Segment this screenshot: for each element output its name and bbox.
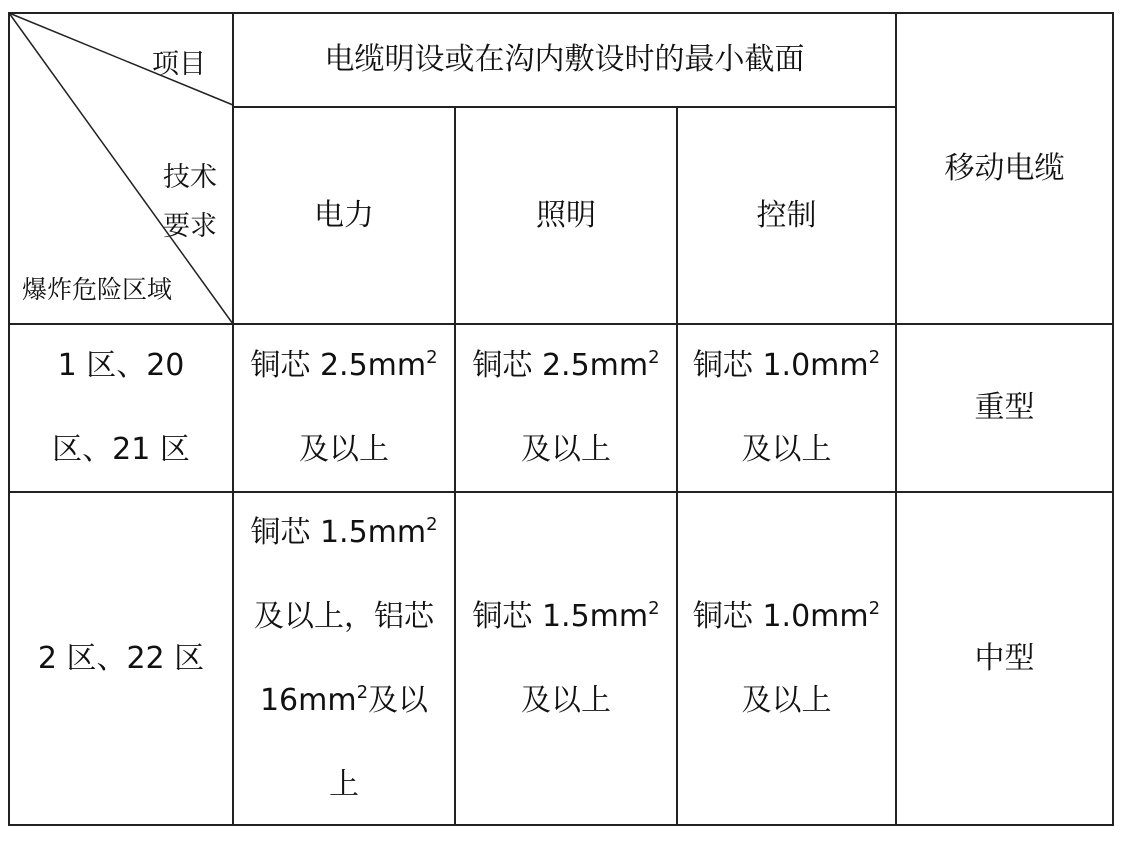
row2-lighting: 铜芯 $1.5mm^2$ 及以上 (472, 597, 660, 718)
row1-power: 铜芯 $2.5mm^2$ 及以上 (250, 347, 438, 467)
border-bottom (8, 824, 1114, 826)
border-right (1112, 12, 1114, 826)
corner-tech-line1: 技术 (163, 162, 217, 193)
col-header-lighting: 照明 (536, 197, 596, 233)
row2-zone: 2 区、22 区 (37, 640, 205, 676)
row2-power: 铜芯 $1.5mm^2$ 及以上，铝芯 $16mm^2$及以 上 (250, 513, 438, 802)
corner-zone-label: 爆炸危险区域 (22, 275, 173, 304)
row1-zone: 1 区、20 区、21 区 (52, 348, 190, 467)
row1-lighting: 铜芯 $2.5mm^2$ 及以上 (472, 347, 660, 467)
col-header-mobile: 移动电缆 (944, 150, 1065, 186)
corner-tech-line2: 要求 (163, 211, 217, 242)
col-header-control: 控制 (756, 197, 817, 233)
row1-mobile: 重型 (974, 390, 1035, 425)
row2-control: 铜芯 $1.0mm^2$ 及以上 (692, 597, 881, 718)
corner-item-label: 项目 (152, 49, 206, 80)
row1-control: 铜芯 $1.0mm^2$ 及以上 (692, 347, 881, 467)
row2-mobile: 中型 (974, 640, 1035, 676)
group-title: 电缆明设或在沟内敷设时的最小截面 (324, 42, 805, 77)
col-header-power: 电力 (314, 197, 374, 233)
cable-table (8, 12, 1114, 826)
